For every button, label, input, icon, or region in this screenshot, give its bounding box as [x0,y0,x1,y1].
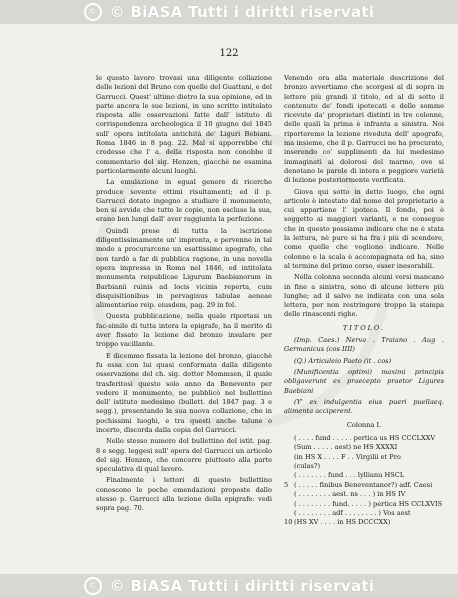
line-number [284,509,294,518]
line-number: 10 [284,518,293,527]
paragraph: Questa pubblicazione, nella quale riportasi un fac-simile di tutta intera la epigrafe, ha il merito di aver fissato la lezione del bronzo insulare per troppo vacillante. [96,312,272,349]
page-number: 122 [219,48,239,59]
fragment-line [284,443,444,452]
fragment-text: (Sum . . . . . aest) ne HS XXXXI [294,443,398,452]
line-number [284,462,294,471]
column-heading: Colonna I. [346,421,382,430]
section-rubric: TITOLO. [342,323,386,332]
line-number [284,471,294,480]
right-column [284,74,444,528]
inscription-line: (Munificentia optimi) maximi principis obligaverunt ex praecepto praetor Ligures Baebiani [284,367,444,395]
fragment-line [284,462,444,471]
fragment-line [284,453,444,462]
inscription-line: (Q.) Articuleio Paeto (it . cos) [294,356,392,365]
copyright-banner-top-text: © BiASA Tutti i diritti riservati [109,3,375,21]
fragment-text: ( . . . . . . . fund . . . lyllianu HSCL [294,471,405,480]
line-number [284,490,294,499]
fragment-text: ( . . . . . finibus Beneventanor?) adf. Caesi [294,480,433,489]
paragraph: le questo lavoro trovasi una diligente collazione delle lezioni del Bruno con quelle del Guattani, e del Garrucci. Quest' ultimo dietro la sua opinione, ed in parte ancora le sue lezioni, in uno scritto intitolato risposta alle osservazioni fatte dall' istituto di corrispondenza archeologica il 10 giugno del 1845 sull' opera intitolata antichità de' Liguri Bebiani. Roma 1846 in 8 pag. 22. Mal si apporrebbe chi credesse che l' a. della risposta non conobbe il commentario del sig. Henzen, giacchè ne esamina particolarmente alcuni luoghi. [96,74,272,175]
fragment-line [284,434,444,443]
fragment-text: (culas?) [294,461,321,470]
fragment-line [284,509,444,518]
line-number: 5 [284,480,289,489]
paragraph: Quindi prese di tutta la iscrizione diligentissimamente un' impronta, e pervenne in tal modo a procurarcene un esattissimo apografo, che non tardò a far di pubblica ragione, in una novella opera impressa in Roma nel 1846, ed intitolata monumenta reipublicae Ligurum Baebianorum in Barbianii ruinis ad locis vicinis reperta, cum disquisitionibus in pervaginus tabulae aeneae alimentariae reip. eiusdem, pag. 29 in fol. [96,226,272,310]
copyright-banner-bottom-text: © BiASA Tutti i diritti riservati [109,577,375,595]
fragment-line [284,481,444,490]
line-number [284,443,294,452]
title-inscription [284,336,444,416]
paragraph: Finalmente i lettori di questo bullettino conoscono le poche emendazioni proposte dallo stesso p. Garrucci alla lezione della epigrafe: vedi sopra pag. 70. [96,476,272,513]
fragment-text: (in HS X . . . . F . . Virgilii et Pro [294,452,401,461]
left-column [96,74,272,516]
fragment-text: ( . . . . . . . . aest. ns . . . ) in HS IV [294,490,406,499]
fragment-text: ( . . . . . . . . fund. . . . . ) pertica HS CCLXVIS [294,499,443,508]
fragment-line [284,471,444,480]
inscription-line: (Imp. Caes.) Nerva . Traiano . Aug . Germanicus (cos IIII) [284,336,444,354]
paragraph: La emulazione in egual genere di ricerche produce sovente ottimi risultamenti; ed il p. Garrucci dotato ingegno a studiare il monumento, ben si avvide che tutte le copie, non escluse la sua, erano ben lungi dall' aver raggiunta la perfezione. [96,178,272,224]
copyright-icon: © [84,577,102,595]
line-number [284,434,294,443]
paragraph: Nello stesso numero del bullettino del istit. pag. 8 e segg. leggesi sull' opera del Garrucci un articolo del sig. Henzen, che concorre piuttosto alla parte speculativa di qual lavoro. [96,437,272,474]
inscription-line: (Y' ex indulgentia eius pueri puellaeq. alimenta acciperent. [284,397,444,416]
fragment-list [284,434,444,528]
fragment-line [284,500,444,509]
paragraph: E dicemmo fissata la lezione del bronzo, giacchè fu essa con lui quasi conformata dalla diligente osservazione del ch. sig. dottor Mommsen, il quale trasferitosi questo solo anno da Benevento per vedere il monumento, ne pubblicò nel bullettino dell' istituto medesimo (bullett. del 1847 pag. 3 e segg.), presentando la sua nuova collazione, che in pochissimi luoghi, e tra questi anche talune o incerto, discorda dalla copia del Garrucci. [96,351,272,434]
paragraph: Venendo ora alla materiale descrizione del bronzo avvertiamo che scorgesi al di sopra in lettere più grandi il titolo, ed al di sotto il contenuto de' fondi ipotecati e delle somme ricevute da' proprietari distinti in tre colonne, delle quali la prima è infranta a sinistra. Noi riporteremo la lezione riveduta dell' apografo, ma insieme, che il p. Garrucci ne ha procurato, inserendo co' supplimenti da lui medesimo immaginati ai dolorosi del marmo, ove si denotano le parole di intera e peggiore varietà di lezione posteriormente verificata. [284,74,444,185]
fragment-text: ( . . . . fund . . . . . pertica us HS CCCLXXV [294,433,436,442]
line-number [284,453,294,462]
paragraph: Giova qui sotto in detto luogo, che ogni articolo è intestato dal nome del proprietario a cui appartiene l' ipoteca. Il fondo, poi è soggetto ai maggiori varianti, e ne consegue che in questo possiamo indicare che ne è stata la lettura, nè puro si ha fra i più di scendere, come quelle che vogliono indicare. Nelle colonne e la scala è accompagnata ed ha, sino al termine del primo corso, esser inesorabili. [284,187,444,270]
fragment-text: ( . . . . . . . . adf . . . . . . . . ) Vos aest [294,508,411,517]
fragment-text: (HS XV . . . . in HS DCCCXX) [294,518,391,527]
copyright-banner-bottom [0,574,458,598]
copyright-icon: © [84,3,102,21]
paragraph: Nella colonna seconda alcuni versi mancano in fine a sinistra, sono di alcune lettere più lunghe; ad il salvo ne indicata con una sola lettera, per non restringere troppo la stampa delle rinascenti righe. [284,273,444,319]
copyright-banner-top [0,0,458,24]
fragment-line [284,490,444,499]
line-number [284,500,294,509]
fragment-line [284,518,444,527]
